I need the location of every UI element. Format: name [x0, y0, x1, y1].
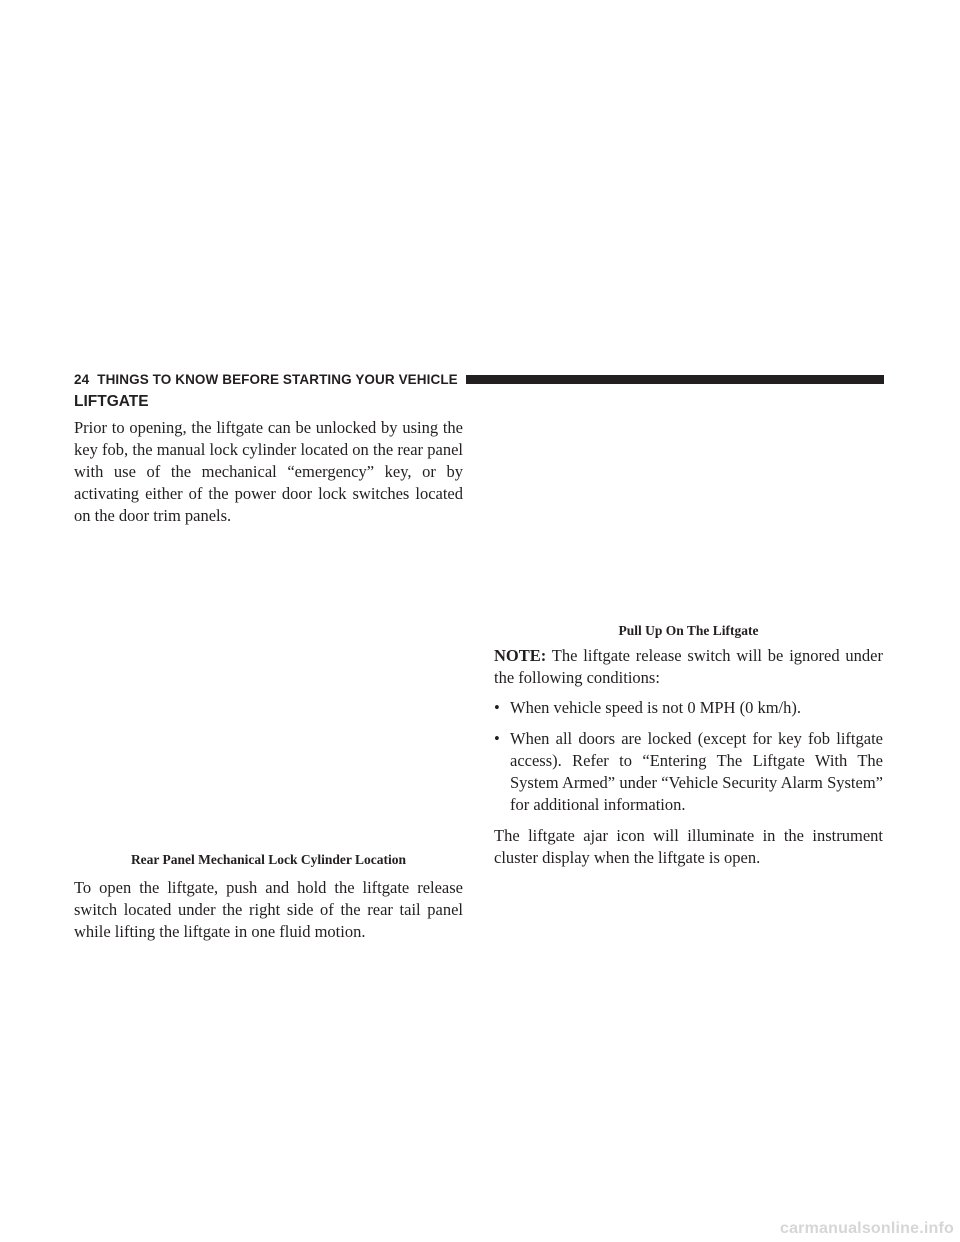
note-paragraph	[494, 645, 883, 689]
figure-caption-pull-liftgate: Pull Up On The Liftgate	[618, 623, 759, 638]
list-item	[494, 728, 883, 816]
intro-paragraph: Prior to opening, the liftgate can be unlocked by using the key fob, the manual lock cylinder located on the rear panel with use of the mechanical “emergency” key, or by activating either of the power door lock switches located on the door trim panels.	[74, 418, 463, 525]
list-item-text: When all doors are locked (except for key fob liftgate access). Refer to “Entering The Liftgate With The System Armed” under “Vehicle Security Alarm System” for additional information.	[510, 729, 883, 814]
list-item-text: When vehicle speed is not 0 MPH (0 km/h).	[510, 698, 801, 717]
figure-pull-liftgate	[494, 393, 883, 623]
note-text: The liftgate release switch will be ignored under the following conditions:	[494, 646, 883, 687]
bullet-glyph: •	[494, 729, 500, 748]
header-rule	[466, 375, 884, 384]
running-title: THINGS TO KNOW BEFORE STARTING YOUR VEHICLE	[97, 371, 458, 387]
bullet-glyph: •	[494, 698, 500, 717]
watermark: carmanualsonline.info	[779, 1220, 954, 1237]
section-title: LIFTGATE	[74, 393, 149, 410]
note-label: NOTE:	[494, 646, 547, 665]
closing-paragraph: The liftgate ajar icon will illuminate in the instrument cluster display when the liftgate is open.	[494, 826, 883, 867]
figure-lock-cylinder	[74, 527, 463, 852]
page-header	[74, 371, 884, 387]
condition-list	[494, 697, 883, 816]
left-column	[74, 393, 463, 943]
page-number: 24	[74, 371, 90, 387]
right-column	[494, 393, 883, 869]
open-liftgate-paragraph: To open the liftgate, push and hold the liftgate release switch located under the right side of the rear tail panel while lifting the liftgate in one fluid motion.	[74, 878, 463, 941]
figure-caption-lock-cylinder: Rear Panel Mechanical Lock Cylinder Location	[130, 852, 407, 867]
list-item	[494, 697, 883, 719]
